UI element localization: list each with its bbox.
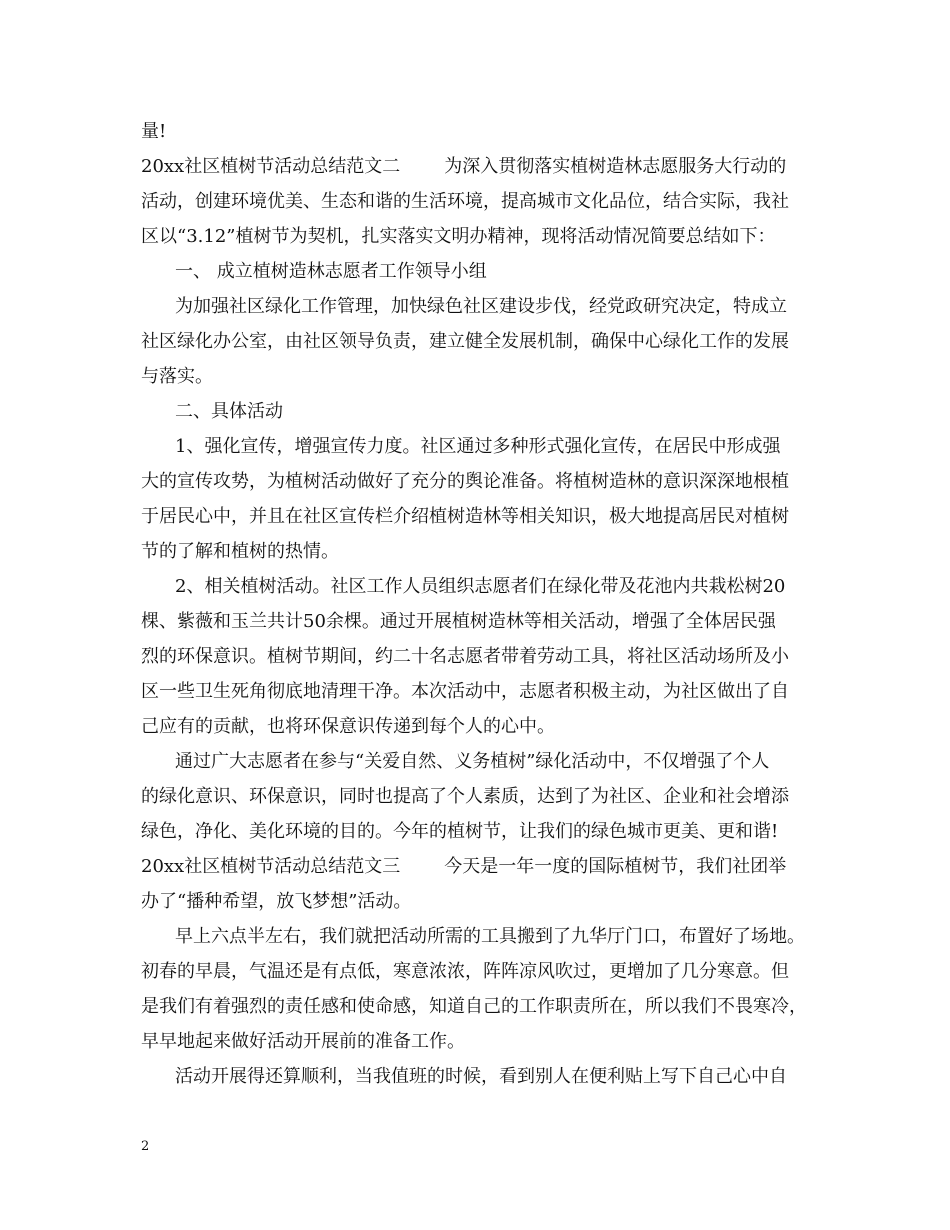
heading-three-title: 20xx社区植树节活动总结范文三 [141,856,401,877]
text-line-26: 是我们有着强烈的责任感和使命感，知道自己的工作职责所在，所以我们不畏寒冷， [141,996,807,1017]
text-line-7: 社区绿化办公室，由社区领导负责，建立健全发展机制，确保中心绿化工作的发展 [141,331,789,352]
heading-two-tail: 为深入贯彻落实植树造林志愿服务大行动的 [444,156,787,177]
text-line-24: 早上六点半左右，我们就把活动所需的工具搬到了九华厅门口，布置好了场地。 [175,926,805,947]
section-heading-two [141,149,831,184]
text-line-10: 1、强化宣传，增强宣传力度。社区通过多种形式强化宣传，在居民中形成强 [175,436,781,457]
heading-three-tail: 今天是一年一度的国际植树节，我们社团举 [444,856,787,877]
text-line-11: 大的宣传攻势，为植树活动做好了充分的舆论准备。将植树造林的意识深深地根植 [141,471,789,492]
text-line-15: 棵、紫薇和玉兰共计50余棵。通过开展植树造林等相关活动，增强了全体居民强 [141,611,776,632]
text-line-19: 通过广大志愿者在参与“关爱自然、义务植树”绿化活动中，不仅增强了个人 [175,751,770,772]
text-line-13: 节的了解和植树的热情。 [141,541,339,562]
text-line-27: 早早地起来做好活动开展前的准备工作。 [141,1031,465,1052]
subheading-two: 二、具体活动 [175,401,283,422]
text-line-20: 的绿化意识、环保意识，同时也提高了个人素质，达到了为社区、企业和社会增添 [141,786,789,807]
text-line-25: 初春的早晨，气温还是有点低，寒意浓浓，阵阵凉风吹过，更增加了几分寒意。但 [141,961,789,982]
text-line-8: 与落实。 [141,366,213,387]
text-line-21: 绿色，净化、美化环境的目的。今年的植树节，让我们的绿色城市更美、更和谐! [141,821,779,842]
text-line-6: 为加强社区绿化工作管理，加快绿色社区建设步伐，经党政研究决定，特成立 [175,296,787,317]
text-line-16: 烈的环保意识。植树节期间，约二十名志愿者带着劳动工具，将社区活动场所及小 [141,646,789,667]
line-1-text: 量! [141,121,167,142]
document-body [141,114,831,1094]
subheading-one: 一、 成立植树造林志愿者工作领导小组 [175,261,487,282]
text-line-23: 办了“播种希望，放飞梦想”活动。 [141,891,412,912]
text-line-4: 区以“3.12”植树节为契机，扎实落实文明办精神，现将活动情况简要总结如下： [141,226,776,247]
text-line-1 [141,114,831,149]
page-number: 2 [141,1139,150,1154]
text-line-18: 己应有的贡献，也将环保意识传递到每个人的心中。 [141,716,555,737]
section-heading-three [141,849,831,884]
heading-two-title: 20xx社区植树节活动总结范文二 [141,156,401,177]
text-line-14: 2、相关植树活动。社区工作人员组织志愿者们在绿化带及花池内共栽松树20 [175,576,786,597]
text-line-12: 于居民心中，并且在社区宣传栏介绍植树造林等相关知识，极大地提高居民对植树 [141,506,789,527]
text-line-17: 区一些卫生死角彻底地清理干净。本次活动中，志愿者积极主动，为社区做出了自 [141,681,789,702]
text-line-3: 活动，创建环境优美、生态和谐的生活环境，提高城市文化品位，结合实际，我社 [141,191,789,212]
text-line-28: 活动开展得还算顺利，当我值班的时候，看到别人在便利贴上写下自己心中自 [175,1066,787,1087]
